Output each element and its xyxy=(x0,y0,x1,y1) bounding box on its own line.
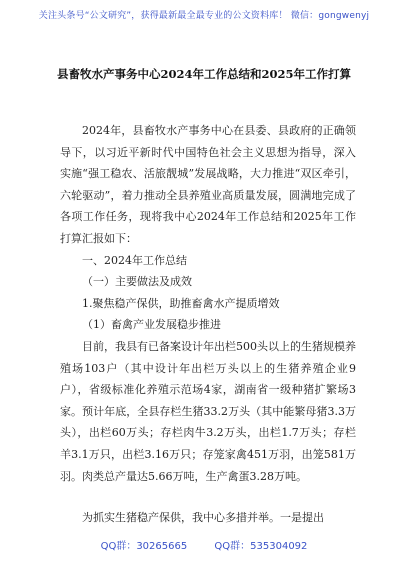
sub-item-heading: （1）畜禽产业发展稳步推进 xyxy=(82,318,221,332)
measures-paragraph: 为抓实生猪稳产保供，我中心多措并举。一是提出 xyxy=(82,511,324,525)
item-heading: 1.聚焦稳产保供，助推畜禽水产提质增效 xyxy=(82,296,280,310)
header-banner: 关注头条号“公文研究”，获得最新最全最专业的公文资料库！ 微信：gongwenyj xyxy=(38,11,370,21)
qq-group-1: QQ群：30265665 xyxy=(100,541,188,552)
document-body xyxy=(60,120,356,529)
subsection-heading: （一）主要做法及成效 xyxy=(82,275,192,289)
section-heading: 一、2024年工作总结 xyxy=(82,253,187,267)
document-title: 县畜牧水产事务中心2024年工作总结和2025年工作打算 xyxy=(56,67,351,81)
livestock-paragraph: 目前，我县有已备案设计年出栏500头以上的生猪规模养殖场103户（其中设计年出栏万头以上的生猪养殖企业9户），省级标准化养殖示范场4家，湖南省一级种猪扩繁场3家。预计年底，全县存栏生猪33.2万头（其中能繁母猪3.3万头），出栏60万头；存栏肉牛3.2万头，出栏1.7万头；存栏羊3.1万只，出栏3.16万只；存笼家禽451万羽，出笼581万羽。肉类总产量达5.66万吨，生产禽蛋3.28万吨。 xyxy=(60,339,356,483)
footer-contacts xyxy=(0,537,408,552)
intro-paragraph: 2024年，县畜牧水产事务中心在县委、县政府的正确领导下，以习近平新时代中国特色社会主义思想为指导，深入实施“强工稳农、活旅靓城”发展战略，大力推进“双区牵引，六轮驱动”，着力推动全县养殖业高质量发展，圆满地完成了各项工作任务，现将我中心2024年工作总结和2025年工作打算汇报如下： xyxy=(60,124,356,245)
qq-group-2: QQ群：535304092 xyxy=(214,541,308,552)
